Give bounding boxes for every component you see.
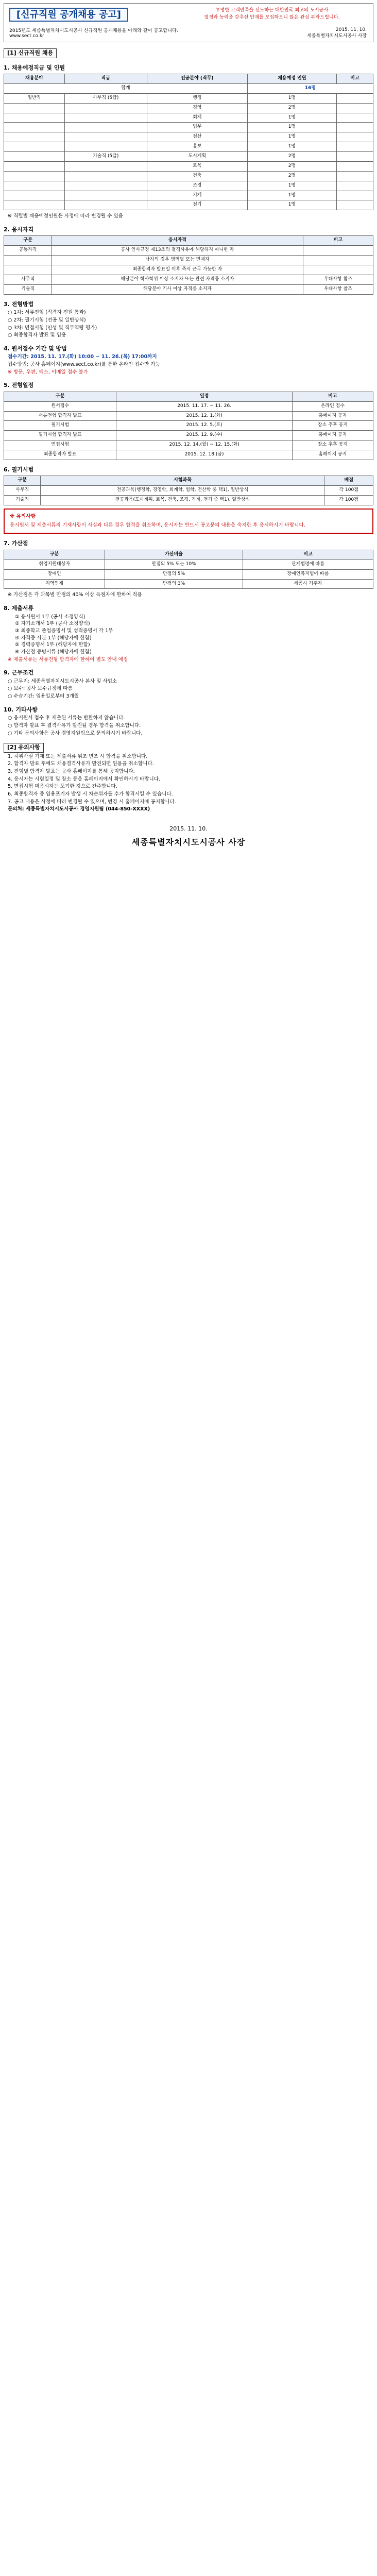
table-cell: 각 100점	[324, 486, 373, 496]
etc-item: ○ 합격자 발표 후 결격사유가 발견될 경우 합격을 취소합니다.	[8, 722, 141, 728]
table-cell: 2015. 12. 1.(화)	[116, 411, 292, 421]
table-cell: 건축	[147, 171, 247, 181]
table-cell: 토목	[147, 161, 247, 171]
etc-list	[4, 715, 373, 737]
heading-etc: 10. 기타사항	[4, 706, 38, 713]
schedule-row	[4, 440, 373, 450]
table-cell	[4, 123, 65, 132]
table-cell	[4, 161, 65, 171]
table-cell: 온라인 접수	[292, 401, 373, 411]
table-cell: 기술직 (5급)	[64, 152, 147, 162]
table-cell: 1명	[247, 200, 336, 210]
table-cell: 해당분야 학사학위 이상 소지자 또는 관련 자격증 소지자	[52, 275, 303, 284]
note-item: 3. 전형별 합격자 발표는 공사 홈페이지를 통해 공지합니다.	[8, 769, 135, 774]
table-cell	[336, 132, 373, 142]
table-cell: 전기	[147, 200, 247, 210]
document-item: ④ 자격증 사본 1부 (해당자에 한함)	[15, 635, 92, 641]
note-item: 1. 허위사실 기재 또는 제출서류 위조·변조 시 합격을 취소합니다.	[8, 753, 148, 759]
bonus-row	[4, 560, 373, 569]
table-cell: 1명	[247, 123, 336, 132]
footer-organization: 세종특별자치시도시공사 사장	[131, 837, 246, 848]
table-cell: 해당분야 기사 이상 자격증 소지자	[52, 284, 303, 294]
warning-box	[4, 509, 373, 534]
table-cell: 2명	[247, 103, 336, 113]
section-notes	[4, 743, 373, 813]
slogan-line-2: 열정과 능력을 갖추신 인재를 모집하오니 많은 관심 부탁드립니다.	[204, 14, 340, 20]
table-cell: 전산	[147, 132, 247, 142]
recruit-table	[4, 74, 373, 210]
heading-schedule: 5. 전형일정	[4, 382, 34, 389]
table-header-cell: 채용분야	[4, 74, 65, 84]
table-cell	[4, 265, 52, 275]
schedule-row	[4, 450, 373, 460]
header-notice: 2015년도 세종특별자치시도시공사 신규직원 공개채용을 아래와 같이 공고합니다.	[9, 28, 178, 33]
recruit-row	[4, 200, 373, 210]
recruit-row	[4, 103, 373, 113]
table-cell: 장소 추후 공지	[292, 440, 373, 450]
process-steps	[4, 310, 373, 339]
note-recruit: ※ 직렬별 채용예정인원은 사정에 따라 변경될 수 있음	[8, 213, 124, 219]
table-cell: 1명	[247, 132, 336, 142]
heading-application: 4. 원서접수 기간 및 방법	[4, 345, 67, 352]
work-item: ○ 수습기간: 임용일로부터 3개월	[8, 693, 79, 700]
schedule-row	[4, 431, 373, 440]
table-cell: 홈페이지 공지	[292, 450, 373, 460]
note-item: 4. 응시자는 시험일정 및 장소 등을 홈페이지에서 확인하시기 바랍니다.	[8, 776, 161, 782]
qualification-row	[4, 246, 373, 256]
table-cell	[303, 256, 373, 265]
table-cell: 만점의 5%	[105, 569, 243, 579]
table-header-cell: 비고	[303, 236, 373, 246]
table-cell: 공사 인사규정 제13조의 결격사유에 해당하지 아니한 자	[52, 246, 303, 256]
table-cell: 도시계획	[147, 152, 247, 162]
table-cell: 관계법령에 따름	[243, 560, 373, 569]
site-url[interactable]: www.sect.co.kr	[9, 33, 44, 39]
table-cell	[64, 161, 147, 171]
table-cell: 1명	[247, 142, 336, 152]
announcement-header	[4, 3, 373, 42]
exam-table	[4, 476, 373, 505]
note-item: 6. 최종합격자 중 임용포기자 발생 시 차순위자를 추가 합격시킬 수 있습니다.	[8, 791, 173, 797]
section-recruitment	[4, 48, 373, 737]
table-cell: 2015. 12. 14.(월) ~ 12. 15.(화)	[116, 440, 292, 450]
documents-list	[4, 614, 373, 656]
recruit-row	[4, 93, 373, 103]
table-cell: 홍보	[147, 142, 247, 152]
schedule-table	[4, 392, 373, 460]
table-cell	[336, 123, 373, 132]
table-header-cell: 채용예정 인원	[247, 74, 336, 84]
table-header-cell: 전공분야 (직무)	[147, 74, 247, 84]
recruit-row	[4, 181, 373, 191]
table-cell: 면접시험	[4, 440, 116, 450]
table-cell	[4, 113, 65, 123]
table-cell: 기계	[147, 191, 247, 200]
recruit-row	[4, 152, 373, 162]
document-item: ① 응시원서 1부 (공사 소정양식)	[15, 614, 85, 620]
table-cell: 2015. 11. 17. ~ 11. 26.	[116, 401, 292, 411]
qualification-table	[4, 235, 373, 294]
contact-info: 문의처: 세종특별자치시도시공사 경영지원팀 (044-850-XXXX)	[8, 806, 150, 812]
table-cell: 공통자격	[4, 246, 52, 256]
documents-note: ※ 제출서류는 서류전형 합격자에 한하여 별도 안내 예정	[8, 656, 128, 663]
document-footer	[4, 825, 373, 848]
table-cell: 장애인	[4, 569, 105, 579]
table-cell	[336, 171, 373, 181]
table-cell	[4, 181, 65, 191]
document-item: ② 자기소개서 1부 (공사 소정양식)	[15, 621, 90, 627]
exam-row	[4, 486, 373, 496]
table-cell	[336, 191, 373, 200]
table-header-cell: 가산비율	[105, 550, 243, 560]
recruit-row	[4, 142, 373, 152]
table-cell: 2015. 12. 18.(금)	[116, 450, 292, 460]
table-cell: 사무직 (5급)	[64, 93, 147, 103]
heading-bonus: 7. 가산점	[4, 540, 28, 547]
table-cell: 행정	[147, 93, 247, 103]
table-cell: 법무	[147, 123, 247, 132]
table-cell	[4, 103, 65, 113]
table-cell: 1명	[247, 93, 336, 103]
recruit-row	[4, 113, 373, 123]
table-cell: 1명	[247, 191, 336, 200]
table-cell: 홈페이지 공지	[292, 411, 373, 421]
table-cell	[336, 161, 373, 171]
table-cell	[303, 265, 373, 275]
table-cell	[336, 103, 373, 113]
total-label: 합계	[4, 83, 248, 93]
schedule-row	[4, 411, 373, 421]
bonus-note: ※ 가산점은 각 과목별 만점의 40% 이상 득점자에 한하여 적용	[8, 592, 142, 598]
notes-list	[4, 754, 373, 806]
work-item: ○ 보수: 공사 보수규정에 따름	[8, 686, 73, 692]
schedule-row	[4, 421, 373, 431]
recruit-row	[4, 161, 373, 171]
footer-date: 2015. 11. 10.	[169, 825, 208, 832]
document-item: ⑥ 가산점 증빙서류 (해당자에 한함)	[15, 649, 92, 655]
table-cell: 만점의 5% 또는 10%	[105, 560, 243, 569]
page-title: [신규직원 공개채용 공고]	[9, 8, 128, 22]
table-cell: 1명	[247, 181, 336, 191]
recruit-row	[4, 191, 373, 200]
warning-text: 응시원서 및 제출서류의 기재사항이 사실과 다른 경우 합격을 취소하며, 응시자는 반드시 공고문의 내용을 숙지한 후 응시하시기 바랍니다.	[10, 522, 305, 528]
table-cell: 2명	[247, 171, 336, 181]
table-cell: 장소 추후 공지	[292, 421, 373, 431]
table-cell: 2015. 12. 9.(수)	[116, 431, 292, 440]
qualification-row	[4, 284, 373, 294]
exam-row	[4, 496, 373, 505]
recruit-row	[4, 171, 373, 181]
section-title: [1] 신규직원 채용	[4, 48, 57, 58]
table-cell: 필기시험 합격자 발표	[4, 431, 116, 440]
schedule-row	[4, 401, 373, 411]
table-cell	[336, 142, 373, 152]
heading-exam: 6. 필기시험	[4, 466, 34, 473]
warning-title: ※ 유의사항	[10, 514, 36, 520]
table-header-cell: 일정	[116, 392, 292, 401]
table-cell: 우대사항 참조	[303, 284, 373, 294]
table-cell: 홈페이지 공지	[292, 431, 373, 440]
table-cell: 기술직	[4, 496, 41, 505]
table-header-cell: 구분	[4, 476, 41, 486]
section-title-notes: [2] 유의사항	[4, 743, 44, 753]
process-step: ○ 3차: 면접시험 (인성 및 직무역량 평가)	[8, 325, 97, 331]
qualification-row	[4, 256, 373, 265]
heading-documents: 8. 제출서류	[4, 605, 34, 612]
note-item: 5. 면접시험 미응시자는 포기한 것으로 간주합니다.	[8, 784, 117, 790]
table-cell: 원서접수	[4, 401, 116, 411]
table-cell: 필기시험	[4, 421, 116, 431]
document-item: ③ 최종학교 졸업증명서 및 성적증명서 각 1부	[15, 628, 113, 634]
recruit-row	[4, 132, 373, 142]
table-header-cell: 응시자격	[52, 236, 303, 246]
table-header-cell: 구분	[4, 392, 116, 401]
table-cell: 세종시 거주자	[243, 579, 373, 589]
table-cell: 경영	[147, 103, 247, 113]
table-cell	[303, 246, 373, 256]
etc-item: ○ 기타 문의사항은 공사 경영지원팀으로 문의하시기 바랍니다.	[8, 730, 143, 736]
table-cell: 만점의 3%	[105, 579, 243, 589]
table-cell: 최종합격자 발표	[4, 450, 116, 460]
note-item: 2. 합격자 발표 후에도 채용결격사유가 발견되면 임용을 취소합니다.	[8, 761, 154, 767]
table-cell	[64, 200, 147, 210]
table-cell: 지역인재	[4, 579, 105, 589]
apply-method: 접수방법: 공사 홈페이지(www.sect.co.kr)를 통한 온라인 접수만 가능	[8, 362, 160, 368]
table-header-cell: 구분	[4, 550, 105, 560]
table-cell: 우대사항 참조	[303, 275, 373, 284]
bonus-table	[4, 550, 373, 589]
table-cell	[64, 132, 147, 142]
table-cell: 2015. 12. 5.(토)	[116, 421, 292, 431]
table-cell: 전공과목(도시계획, 토목, 건축, 조경, 기계, 전기 중 택1), 일반상식	[41, 496, 324, 505]
apply-note: ※ 방문, 우편, 팩스, 이메일 접수 불가	[8, 369, 88, 375]
table-cell	[4, 171, 65, 181]
table-cell	[64, 142, 147, 152]
apply-period: 접수기간: 2015. 11. 17.(화) 10:00 ~ 11. 26.(목) 17:00까지	[8, 354, 157, 360]
qualification-row	[4, 265, 373, 275]
table-cell	[64, 171, 147, 181]
process-step: ○ 2차: 필기시험 (전공 및 일반상식)	[8, 317, 86, 323]
table-cell: 취업지원대상자	[4, 560, 105, 569]
table-cell	[4, 142, 65, 152]
table-cell	[64, 123, 147, 132]
work-conditions	[4, 679, 373, 700]
table-cell: 서류전형 합격자 발표	[4, 411, 116, 421]
recruit-total-row	[4, 83, 373, 93]
bonus-row	[4, 579, 373, 589]
header-date-org: 2015. 11. 10. 세종특별자치시도시공사 사장	[307, 27, 367, 39]
table-header-cell: 구분	[4, 236, 52, 246]
table-cell	[4, 152, 65, 162]
table-cell: 사무직	[4, 486, 41, 496]
table-cell: 최종합격자 발표일 이후 즉시 근무 가능한 자	[52, 265, 303, 275]
table-cell	[64, 103, 147, 113]
table-header-cell: 비고	[292, 392, 373, 401]
etc-item: ○ 응시원서 접수 후 제출된 서류는 반환하지 않습니다.	[8, 715, 125, 721]
table-cell: 각 100점	[324, 496, 373, 505]
table-cell: 회계	[147, 113, 247, 123]
work-item: ○ 근무지: 세종특별자치시도시공사 본사 및 사업소	[8, 678, 117, 684]
note-item: 7. 공고 내용은 사정에 따라 변경될 수 있으며, 변경 시 홈페이지에 공지합니다.	[8, 799, 176, 805]
total-value: 16명	[247, 83, 373, 93]
table-cell: 남자의 경우 병역필 또는 면제자	[52, 256, 303, 265]
document-item: ⑤ 경력증명서 1부 (해당자에 한함)	[15, 642, 90, 648]
process-step: ○ 1차: 서류전형 (적격자 전원 통과)	[8, 310, 86, 316]
heading-work: 9. 근무조건	[4, 669, 34, 676]
table-cell: 2명	[247, 152, 336, 162]
table-cell: 기술직	[4, 284, 52, 294]
process-step: ○ 최종합격자 발표 및 임용	[8, 332, 66, 338]
table-cell	[4, 200, 65, 210]
table-cell: 조경	[147, 181, 247, 191]
table-header-cell: 비고	[336, 74, 373, 84]
bonus-row	[4, 569, 373, 579]
table-cell	[4, 132, 65, 142]
table-cell: 사무직	[4, 275, 52, 284]
table-cell	[4, 191, 65, 200]
table-cell	[64, 181, 147, 191]
table-header-cell: 비고	[243, 550, 373, 560]
qualification-row	[4, 275, 373, 284]
table-cell: 전공과목(행정학, 경영학, 회계학, 법학, 전산학 중 택1), 일반상식	[41, 486, 324, 496]
recruit-row	[4, 123, 373, 132]
table-cell	[64, 113, 147, 123]
heading-qualifications: 2. 응시자격	[4, 226, 34, 233]
table-cell	[336, 200, 373, 210]
table-cell	[336, 93, 373, 103]
table-cell: 1명	[247, 113, 336, 123]
table-cell	[64, 191, 147, 200]
table-cell: 2명	[247, 161, 336, 171]
table-header-cell: 직급	[64, 74, 147, 84]
table-cell: 장애인복지법에 따름	[243, 569, 373, 579]
heading-process: 3. 전형방법	[4, 300, 34, 308]
slogan-line-1: 투명한 고객만족을 선도하는 대한민국 최고의 도시공사	[215, 7, 329, 13]
table-header-cell: 시험과목	[41, 476, 324, 486]
table-header-cell: 배점	[324, 476, 373, 486]
table-cell	[336, 152, 373, 162]
heading-positions: 1. 채용예정직급 및 인원	[4, 64, 65, 71]
table-cell: 일반직	[4, 93, 65, 103]
table-cell	[4, 256, 52, 265]
table-cell	[336, 113, 373, 123]
table-cell	[336, 181, 373, 191]
